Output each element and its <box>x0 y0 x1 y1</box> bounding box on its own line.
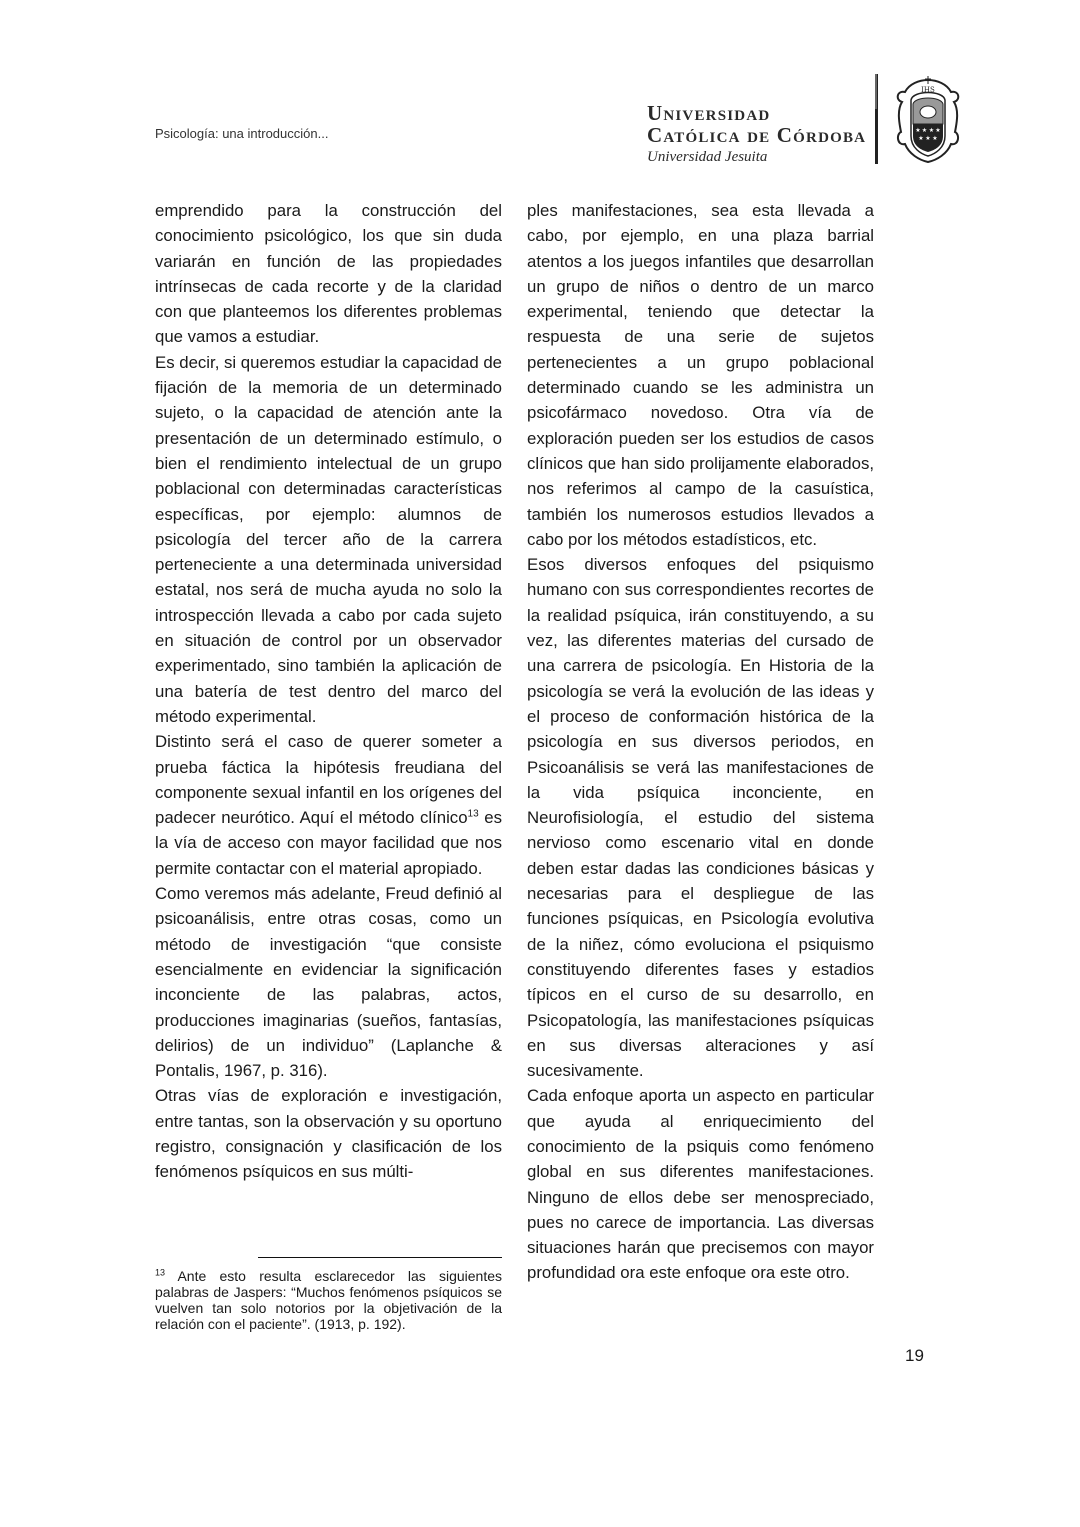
paragraph-text: es la vía de acceso con mayor facilidad que nos permite contactar con el material apropiado. <box>155 808 502 878</box>
footnote-separator <box>258 1257 502 1258</box>
svg-text:★: ★ <box>915 127 921 134</box>
paragraph: ples manifestaciones, sea esta llevada a cabo, por ejemplo, en una plaza barrial atentos a los juegos infantiles que desarrollan un grupo de niños o dentro de un marco experimental, teniendo que detectar la respuesta de una serie de sujetos pertenecientes a un grupo poblacional determinado cuando se les administra un psicofármaco novedoso. Otra vía de exploración pueden ser los estudios de casos clínicos que han sido prolijamente elaborados, nos referimos al campo de la casuística, también los numerosos estudios llevados a cabo por los métodos estadísticos, etc. <box>527 201 874 549</box>
paragraph-text: Distinto será el caso de querer someter a prueba fáctica la hipótesis freudiana del componente sexual infantil en los orígenes del padecer neurótico. Aquí el método clínico <box>155 732 502 828</box>
logo-divider-top <box>875 74 877 109</box>
footnote-text: Ante esto resulta esclarecedor las siguientes palabras de Jaspers: “Muchos fenómenos psíquicos se vuelven tan solo notorios por la objetivación de la relación con el paciente”. (1913, p. 192). <box>155 1268 502 1332</box>
svg-text:★: ★ <box>925 135 931 142</box>
paragraph: emprendido para la construcción del conocimiento psicológico, los que sin duda variarán en función de las propiedades intrínsecas de cada recorte y de la claridad con que planteemos los diferentes problemas que vamos a estudiar. <box>155 201 502 347</box>
institution-name-line1: Universidad <box>647 101 771 125</box>
left-column <box>155 198 502 1185</box>
paragraph: Cada enfoque aporta un aspecto en particular que ayuda al enriquecimiento del conocimiento de la psiquis como fenómeno global en sus diferentes manifestaciones. Ninguno de ellos debe ser menospreciado, pues no carece de importancia. Las diversas situaciones harán que precisemos con mayor profundidad ora este enfoque ora este otro. <box>527 1086 874 1283</box>
institution-tagline: Universidad Jesuita <box>647 149 768 165</box>
paragraph: Es decir, si queremos estudiar la capacidad de fijación de la memoria de un determinado sujeto, o la capacidad de atención ante la presentación de un determinado estímulo, o bien el rendimiento intelectual de un grupo poblacional con determinadas características específicas, por ejemplo: alumnos de psicología del tercer año de la carrera perteneciente a una determinada universidad estatal, nos será de mucha ayuda no solo la introspección llevada a cabo por cada sujeto en situación de control por un observador experimentado, sino también la aplicación de una batería de test dentro del marco del método experimental. <box>155 352 503 726</box>
paragraph: Otras vías de exploración e investigación, entre tantas, son la observación y su oportuno registro, consignación y clasificación de los fenómenos psíquicos en sus múlti- <box>155 1086 502 1182</box>
footnote-number: 13 <box>155 1267 166 1278</box>
svg-text:★: ★ <box>932 135 938 142</box>
right-column <box>527 198 874 1286</box>
svg-text:★: ★ <box>921 127 928 134</box>
svg-text:★: ★ <box>928 127 935 134</box>
running-head: Psicología: una introducción... <box>155 126 329 141</box>
svg-text:★: ★ <box>935 127 941 134</box>
institution-logo-text <box>647 102 866 166</box>
paragraph-with-footnote-ref <box>155 729 502 881</box>
university-crest-icon <box>893 70 963 166</box>
footnote <box>155 1268 502 1332</box>
svg-text:IHS: IHS <box>921 86 935 94</box>
footnote-reference[interactable]: 13 <box>467 808 479 820</box>
page-number: 19 <box>905 1346 924 1365</box>
svg-text:★: ★ <box>918 135 924 142</box>
institution-name-line2: Católica de Córdoba <box>647 123 867 147</box>
paragraph: Como veremos más adelante, Freud definió al psicoanálisis, entre otras cosas, como un método de investigación “que consiste esencialmente en evidenciar la significación inconciente de las palabras, actos, producciones imaginarias (sueños, fantasías, delirios) de un individuo” (Laplanche & Pontalis, 1967, p. 316). <box>155 884 502 1081</box>
paragraph: Esos diversos enfoques del psiquismo humano con sus correspondientes recortes de la realidad psíquica, irán constituyendo, a su vez, las diferentes materias del cursado de una carrera de psicología. En Historia de la psicología se verá la evolución de las ideas y el proceso de conformación histórica de la psicología en sus diversos periodos, en Psicoanálisis se verá las manifestaciones de la vida psíquica inconciente, en Neurofisiología, el estudio del sistema nervioso como escenario vital en donde deben estar dadas las condiciones básicas y necesarias para el despliegue de las funciones psíquicas, en Psicología evolutiva de la niñez, cómo evoluciona el psiquismo constituyendo diferentes fases y estadios típicos en el curso de su desarrollo, en Psicopatología, las manifestaciones psíquicas en sus diversas alteraciones y así sucesivamente. <box>527 555 874 1081</box>
